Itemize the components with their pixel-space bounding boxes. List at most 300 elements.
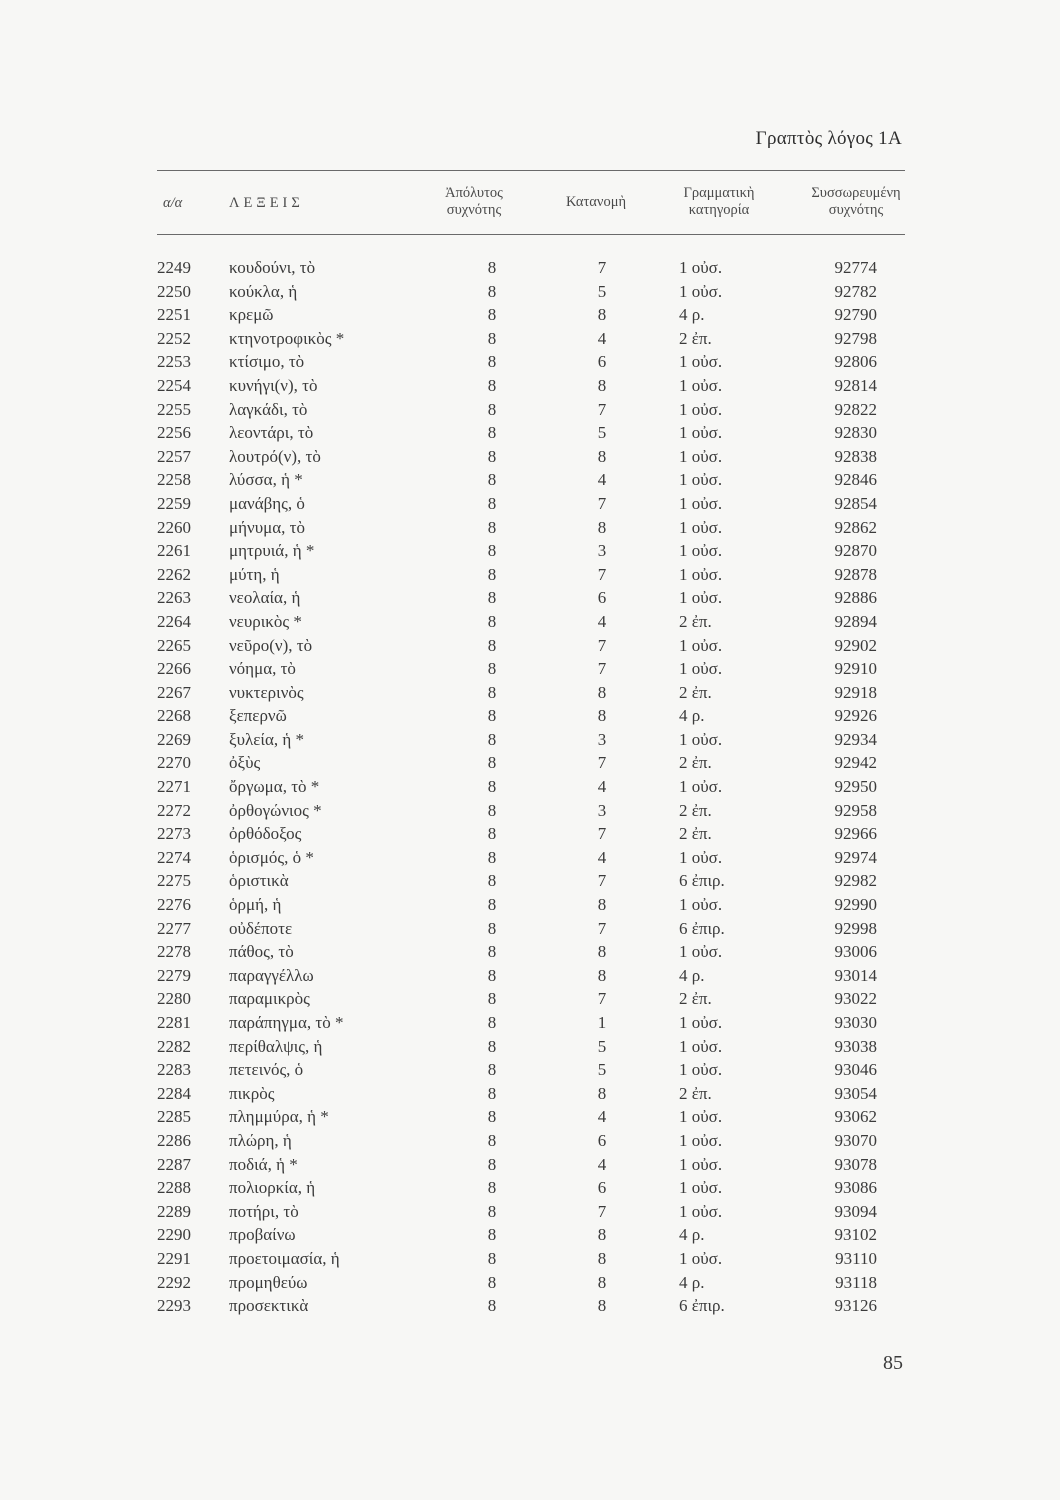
grammatical-category: 1 οὐσ.	[679, 635, 723, 655]
entry-number: 2266	[157, 659, 191, 679]
grammatical-category: 4 ρ.	[679, 965, 705, 985]
table-row	[0, 1294, 1060, 1318]
table-row	[0, 1247, 1060, 1271]
absolute-frequency: 8	[487, 682, 497, 702]
cumulative-frequency: 93014	[834, 965, 877, 985]
distribution: 7	[597, 1201, 607, 1221]
distribution: 4	[597, 847, 607, 867]
grammatical-category: 1 οὐσ.	[679, 847, 723, 867]
table-row	[0, 1153, 1060, 1177]
grammatical-category: 6 ἐπιρ.	[679, 871, 725, 891]
entry-word: πλημμύρα, ἡ *	[229, 1107, 329, 1127]
absolute-frequency: 8	[487, 729, 497, 749]
grammatical-category: 2 ἐπ.	[679, 328, 712, 348]
absolute-frequency: 8	[487, 305, 497, 325]
distribution: 5	[597, 281, 607, 301]
entry-word: ὁρμή, ἡ	[229, 895, 282, 915]
distribution: 8	[597, 517, 607, 537]
entry-number: 2272	[157, 800, 191, 820]
table-row	[0, 822, 1060, 846]
entry-word: λύσσα, ἡ *	[229, 470, 303, 490]
absolute-frequency: 8	[487, 1083, 497, 1103]
grammatical-category: 1 οὐσ.	[679, 541, 723, 561]
grammatical-category: 2 ἐπ.	[679, 800, 712, 820]
grammatical-category: 1 οὐσ.	[679, 493, 723, 513]
absolute-frequency: 8	[487, 564, 497, 584]
grammatical-category: 1 οὐσ.	[679, 1130, 723, 1150]
absolute-frequency: 8	[487, 328, 497, 348]
cumulative-frequency: 92958	[834, 800, 877, 820]
table-row	[0, 657, 1060, 681]
cumulative-frequency: 92910	[834, 659, 877, 679]
entry-word: ποδιά, ἡ *	[229, 1154, 298, 1174]
table-row	[0, 1129, 1060, 1153]
grammatical-category: 1 οὐσ.	[679, 258, 723, 277]
distribution: 7	[597, 989, 607, 1009]
entry-word: λαγκάδι, τὸ	[229, 399, 308, 419]
entry-word: ὀρθογώνιος *	[229, 800, 322, 820]
entry-number: 2254	[157, 375, 191, 395]
cumulative-frequency: 93078	[834, 1154, 877, 1174]
table-row	[0, 1105, 1060, 1129]
absolute-frequency: 8	[487, 1201, 497, 1221]
table-row	[0, 350, 1060, 374]
absolute-frequency: 8	[487, 1248, 497, 1268]
entry-number: 2253	[157, 352, 191, 372]
cumulative-frequency: 92838	[834, 446, 877, 466]
absolute-frequency: 8	[487, 1060, 497, 1080]
entry-number: 2292	[157, 1272, 191, 1292]
grammatical-category: 6 ἐπιρ.	[679, 1296, 725, 1316]
entry-word: μητρυιά, ἡ *	[229, 541, 315, 561]
cumulative-frequency: 92918	[834, 682, 877, 702]
column-header-absolute-frequency-line2: συχνότης	[446, 202, 502, 218]
grammatical-category: 1 οὐσ.	[679, 942, 723, 962]
entry-word: ξυλεία, ἡ *	[229, 729, 304, 749]
grammatical-category: 1 οὐσ.	[679, 281, 723, 301]
absolute-frequency: 8	[487, 470, 497, 490]
absolute-frequency: 8	[487, 800, 497, 820]
distribution: 4	[597, 777, 607, 797]
absolute-frequency: 8	[487, 1272, 497, 1292]
grammatical-category: 4 ρ.	[679, 305, 705, 325]
entry-word: προμηθεύω	[229, 1272, 308, 1292]
cumulative-frequency: 92990	[834, 895, 877, 915]
table-row	[0, 1200, 1060, 1224]
distribution: 4	[597, 1107, 607, 1127]
table-row	[0, 516, 1060, 540]
absolute-frequency: 8	[487, 942, 497, 962]
distribution: 8	[597, 1083, 607, 1103]
table-row	[0, 681, 1060, 705]
absolute-frequency: 8	[487, 352, 497, 372]
column-header-absolute-frequency-line1: Ἀπόλυτος	[445, 185, 503, 201]
absolute-frequency: 8	[487, 895, 497, 915]
page-number: 85	[883, 1352, 903, 1374]
cumulative-frequency: 92894	[834, 611, 877, 631]
column-header-grammatical-category	[663, 185, 775, 219]
cumulative-frequency: 92806	[834, 352, 877, 372]
distribution: 4	[597, 328, 607, 348]
absolute-frequency: 8	[487, 517, 497, 537]
grammatical-category: 2 ἐπ.	[679, 753, 712, 773]
distribution: 8	[597, 446, 607, 466]
grammatical-category: 2 ἐπ.	[679, 682, 712, 702]
cumulative-frequency: 93054	[834, 1083, 877, 1103]
cumulative-frequency: 92966	[834, 824, 877, 844]
entry-number: 2255	[157, 399, 191, 419]
entry-number: 2259	[157, 493, 191, 513]
grammatical-category: 1 οὐσ.	[679, 588, 723, 608]
entry-number: 2285	[157, 1107, 191, 1127]
entry-word: παραμικρὸς	[229, 989, 310, 1009]
distribution: 8	[597, 1248, 607, 1268]
cumulative-frequency: 92782	[834, 281, 877, 301]
grammatical-category: 1 οὐσ.	[679, 352, 723, 372]
cumulative-frequency: 93062	[834, 1107, 877, 1127]
table-row	[0, 704, 1060, 728]
absolute-frequency: 8	[487, 659, 497, 679]
column-header-cumulative-frequency	[795, 185, 917, 219]
entry-word: μήνυμα, τὸ	[229, 517, 305, 537]
entry-number: 2270	[157, 753, 191, 773]
distribution: 8	[597, 706, 607, 726]
table-row	[0, 421, 1060, 445]
entry-word: μανάβης, ὁ	[229, 493, 305, 513]
entry-number: 2252	[157, 328, 191, 348]
entry-word: παραγγέλλω	[229, 965, 314, 985]
absolute-frequency: 8	[487, 824, 497, 844]
absolute-frequency: 8	[487, 1107, 497, 1127]
entry-word: κουδούνι, τὸ	[229, 258, 316, 277]
grammatical-category: 2 ἐπ.	[679, 824, 712, 844]
entry-word: νεῦρο(ν), τὸ	[229, 635, 313, 655]
entry-number: 2279	[157, 965, 191, 985]
cumulative-frequency: 93030	[834, 1013, 877, 1032]
absolute-frequency: 8	[487, 588, 497, 608]
cumulative-frequency: 92862	[834, 517, 877, 537]
entry-number: 2289	[157, 1201, 191, 1221]
distribution: 7	[597, 564, 607, 584]
entry-word: κτίσιμο, τὸ	[229, 352, 305, 372]
cumulative-frequency: 92886	[834, 588, 877, 608]
running-head: Γραπτὸς λόγος 1Α	[755, 128, 902, 149]
cumulative-frequency: 92942	[834, 753, 877, 773]
absolute-frequency: 8	[487, 965, 497, 985]
grammatical-category: 1 οὐσ.	[679, 446, 723, 466]
grammatical-category: 1 οὐσ.	[679, 1201, 723, 1221]
column-header-words: ΛΕΞΕΙΣ	[229, 195, 304, 211]
table-row	[0, 1011, 1060, 1035]
cumulative-frequency: 93038	[834, 1036, 877, 1056]
cumulative-frequency: 92974	[834, 847, 877, 867]
entry-number: 2278	[157, 942, 191, 962]
cumulative-frequency: 92814	[834, 375, 877, 395]
table-row	[0, 846, 1060, 870]
table-row	[0, 1035, 1060, 1059]
entry-word: ὀρθόδοξος	[229, 824, 302, 844]
entry-word: κυνήγι(ν), τὸ	[229, 375, 318, 395]
distribution: 3	[597, 541, 607, 561]
entry-number: 2258	[157, 470, 191, 490]
entry-number: 2260	[157, 517, 191, 537]
entry-number: 2267	[157, 682, 191, 702]
entry-number: 2269	[157, 729, 191, 749]
distribution: 4	[597, 611, 607, 631]
table-row	[0, 303, 1060, 327]
table-row	[0, 586, 1060, 610]
distribution: 8	[597, 682, 607, 702]
cumulative-frequency: 92998	[834, 918, 877, 938]
entry-number: 2275	[157, 871, 191, 891]
distribution: 5	[597, 1036, 607, 1056]
entry-word: ποτήρι, τὸ	[229, 1201, 299, 1221]
distribution: 3	[597, 729, 607, 749]
table-row	[0, 539, 1060, 563]
cumulative-frequency: 93102	[834, 1225, 877, 1245]
grammatical-category: 1 οὐσ.	[679, 564, 723, 584]
table-row	[0, 893, 1060, 917]
absolute-frequency: 8	[487, 989, 497, 1009]
column-header-aa: α/α	[163, 195, 183, 211]
distribution: 8	[597, 375, 607, 395]
absolute-frequency: 8	[487, 1178, 497, 1198]
grammatical-category: 1 οὐσ.	[679, 470, 723, 490]
grammatical-category: 1 οὐσ.	[679, 659, 723, 679]
absolute-frequency: 8	[487, 1036, 497, 1056]
entry-word: ὁρισμός, ὁ *	[229, 847, 314, 867]
table-row	[0, 917, 1060, 941]
column-header-absolute-frequency	[422, 185, 526, 219]
grammatical-category: 1 οὐσ.	[679, 895, 723, 915]
cumulative-frequency: 92934	[834, 729, 877, 749]
entry-number: 2251	[157, 305, 191, 325]
entry-word: πάθος, τὸ	[229, 942, 294, 962]
entry-number: 2288	[157, 1178, 191, 1198]
entry-word: λεοντάρι, τὸ	[229, 423, 314, 443]
absolute-frequency: 8	[487, 871, 497, 891]
distribution: 3	[597, 800, 607, 820]
absolute-frequency: 8	[487, 1130, 497, 1150]
distribution: 7	[597, 753, 607, 773]
absolute-frequency: 8	[487, 541, 497, 561]
entry-word: ὀξὺς	[229, 753, 261, 773]
distribution: 7	[597, 918, 607, 938]
distribution: 7	[597, 258, 607, 277]
entry-number: 2250	[157, 281, 191, 301]
table-row	[0, 940, 1060, 964]
cumulative-frequency: 92870	[834, 541, 877, 561]
cumulative-frequency: 93046	[834, 1060, 877, 1080]
entry-word: νόημα, τὸ	[229, 659, 296, 679]
grammatical-category: 2 ἐπ.	[679, 611, 712, 631]
grammatical-category: 1 οὐσ.	[679, 375, 723, 395]
entry-word: ὁριστικὰ	[229, 871, 289, 891]
distribution: 6	[597, 352, 607, 372]
distribution: 8	[597, 965, 607, 985]
column-header-cumulative-frequency-line2: συχνότης	[828, 202, 884, 218]
entry-word: νυκτερινὸς	[229, 682, 304, 702]
grammatical-category: 1 οὐσ.	[679, 1178, 723, 1198]
table-row	[0, 492, 1060, 516]
entry-number: 2283	[157, 1060, 191, 1080]
table-row	[0, 327, 1060, 351]
entry-word: οὐδέποτε	[229, 918, 293, 938]
table-row	[0, 1223, 1060, 1247]
table-row	[0, 1082, 1060, 1106]
absolute-frequency: 8	[487, 847, 497, 867]
entry-word: μύτη, ἡ	[229, 564, 280, 584]
entry-number: 2280	[157, 989, 191, 1009]
entry-number: 2281	[157, 1013, 191, 1032]
absolute-frequency: 8	[487, 375, 497, 395]
table-row	[0, 1271, 1060, 1295]
distribution: 5	[597, 423, 607, 443]
cumulative-frequency: 93110	[835, 1248, 877, 1268]
entry-number: 2290	[157, 1225, 191, 1245]
absolute-frequency: 8	[487, 399, 497, 419]
entry-number: 2276	[157, 895, 191, 915]
table-row	[0, 1176, 1060, 1200]
entry-word: προβαίνω	[229, 1225, 296, 1245]
absolute-frequency: 8	[487, 753, 497, 773]
column-header-distribution: Κατανομὴ	[565, 194, 627, 210]
entry-number: 2262	[157, 564, 191, 584]
entry-word: προσεκτικὰ	[229, 1296, 309, 1316]
cumulative-frequency: 93126	[834, 1296, 877, 1316]
grammatical-category: 1 οὐσ.	[679, 1060, 723, 1080]
distribution: 6	[597, 1178, 607, 1198]
distribution: 4	[597, 1154, 607, 1174]
grammatical-category: 1 οὐσ.	[679, 777, 723, 797]
entry-word: κτηνοτροφικὸς *	[229, 328, 345, 348]
entry-number: 2293	[157, 1296, 191, 1316]
table-row	[0, 987, 1060, 1011]
cumulative-frequency: 93006	[834, 942, 877, 962]
column-header-grammatical-category-line2: κατηγορία	[688, 202, 750, 218]
table-row	[0, 398, 1060, 422]
entry-number: 2273	[157, 824, 191, 844]
grammatical-category: 4 ρ.	[679, 1225, 705, 1245]
entry-word: περίθαλψις, ἡ	[229, 1036, 323, 1056]
grammatical-category: 1 οὐσ.	[679, 1013, 723, 1032]
grammatical-category: 1 οὐσ.	[679, 1107, 723, 1127]
column-header-cumulative-frequency-line1: Συσσωρευμένη	[811, 185, 901, 201]
absolute-frequency: 8	[487, 446, 497, 466]
table-row	[0, 775, 1060, 799]
table-row	[0, 445, 1060, 469]
frequency-table-body	[0, 256, 1060, 1318]
cumulative-frequency: 92846	[834, 470, 877, 490]
entry-word: κούκλα, ἡ	[229, 281, 298, 301]
absolute-frequency: 8	[487, 777, 497, 797]
entry-number: 2256	[157, 423, 191, 443]
absolute-frequency: 8	[487, 258, 497, 277]
grammatical-category: 1 οὐσ.	[679, 399, 723, 419]
grammatical-category: 1 οὐσ.	[679, 729, 723, 749]
distribution: 1	[597, 1013, 607, 1032]
grammatical-category: 4 ρ.	[679, 1272, 705, 1292]
entry-word: ξεπερνῶ	[229, 706, 287, 726]
entry-number: 2282	[157, 1036, 191, 1056]
distribution: 8	[597, 1272, 607, 1292]
entry-number: 2249	[157, 258, 191, 277]
distribution: 7	[597, 659, 607, 679]
grammatical-category: 1 οὐσ.	[679, 1154, 723, 1174]
table-row	[0, 869, 1060, 893]
cumulative-frequency: 93022	[834, 989, 877, 1009]
table-row	[0, 468, 1060, 492]
distribution: 5	[597, 1060, 607, 1080]
cumulative-frequency: 92878	[834, 564, 877, 584]
grammatical-category: 1 οὐσ.	[679, 1036, 723, 1056]
table-row	[0, 964, 1060, 988]
absolute-frequency: 8	[487, 1013, 497, 1032]
entry-word: προετοιμασία, ἡ	[229, 1248, 340, 1268]
distribution: 6	[597, 1130, 607, 1150]
absolute-frequency: 8	[487, 918, 497, 938]
cumulative-frequency: 93118	[835, 1272, 877, 1292]
entry-number: 2263	[157, 588, 191, 608]
column-header-grammatical-category-line1: Γραμματικὴ	[683, 185, 755, 201]
absolute-frequency: 8	[487, 281, 497, 301]
grammatical-category: 1 οὐσ.	[679, 1248, 723, 1268]
distribution: 7	[597, 493, 607, 513]
grammatical-category: 1 οὐσ.	[679, 517, 723, 537]
absolute-frequency: 8	[487, 706, 497, 726]
cumulative-frequency: 93094	[834, 1201, 877, 1221]
entry-number: 2265	[157, 635, 191, 655]
entry-word: πολιορκία, ἡ	[229, 1178, 316, 1198]
distribution: 6	[597, 588, 607, 608]
entry-word: νεολαία, ἡ	[229, 588, 301, 608]
entry-number: 2264	[157, 611, 191, 631]
entry-word: λουτρό(ν), τὸ	[229, 446, 321, 466]
cumulative-frequency: 92854	[834, 493, 877, 513]
cumulative-frequency: 92774	[834, 258, 877, 277]
table-row	[0, 610, 1060, 634]
entry-number: 2277	[157, 918, 191, 938]
distribution: 7	[597, 871, 607, 891]
grammatical-category: 2 ἐπ.	[679, 989, 712, 1009]
table-row	[0, 728, 1060, 752]
entry-number: 2274	[157, 847, 191, 867]
table-row	[0, 799, 1060, 823]
distribution: 8	[597, 1225, 607, 1245]
grammatical-category: 2 ἐπ.	[679, 1083, 712, 1103]
cumulative-frequency: 92950	[834, 777, 877, 797]
entry-number: 2286	[157, 1130, 191, 1150]
table-row	[0, 751, 1060, 775]
absolute-frequency: 8	[487, 423, 497, 443]
cumulative-frequency: 93070	[834, 1130, 877, 1150]
entry-word: πλώρη, ἡ	[229, 1130, 292, 1150]
entry-number: 2287	[157, 1154, 191, 1174]
absolute-frequency: 8	[487, 611, 497, 631]
entry-number: 2261	[157, 541, 191, 561]
grammatical-category: 6 ἐπιρ.	[679, 918, 725, 938]
table-row	[0, 280, 1060, 304]
cumulative-frequency: 92982	[834, 871, 877, 891]
distribution: 7	[597, 824, 607, 844]
distribution: 4	[597, 470, 607, 490]
absolute-frequency: 8	[487, 635, 497, 655]
header-top-rule	[157, 170, 905, 171]
cumulative-frequency: 92926	[834, 706, 877, 726]
entry-number: 2271	[157, 777, 191, 797]
entry-word: ὄργωμα, τὸ *	[229, 777, 320, 797]
table-row	[0, 374, 1060, 398]
